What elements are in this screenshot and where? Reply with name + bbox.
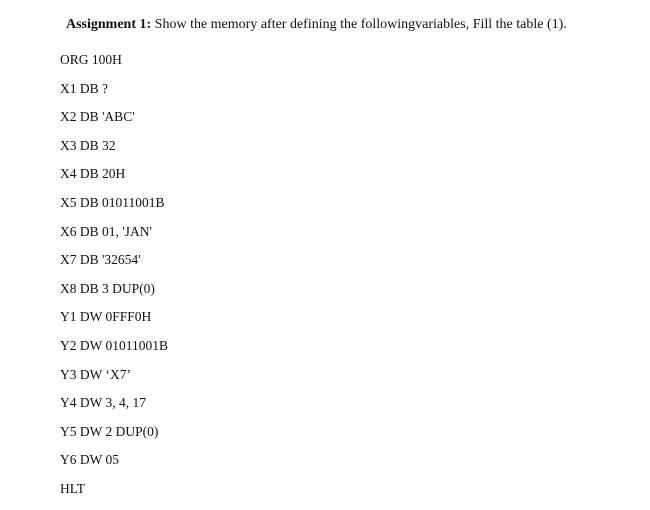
- code-line-x5: X5 DB 01011001B: [60, 194, 165, 210]
- code-line-org: ORG 100H: [60, 52, 122, 67]
- assignment-heading: [66, 17, 567, 33]
- assembly-code-listing: [60, 52, 168, 510]
- code-line-hlt: HLT: [60, 480, 86, 496]
- code-line-y3: Y3 DW ‘X7’: [60, 366, 131, 382]
- code-line-y5: Y5 DW 2 DUP(0): [60, 423, 159, 439]
- code-line-x2: X2 DB 'ABC': [60, 109, 135, 125]
- code-line-y2: Y2 DW 01011001B: [60, 337, 168, 353]
- code-line-y4: Y4 DW 3, 4, 17: [60, 395, 146, 411]
- code-line-y1: Y1 DW 0FFF0H: [60, 309, 152, 325]
- code-line-x1: X1 DB ?: [60, 80, 108, 96]
- code-line-x6: X6 DB 01, 'JAN': [60, 223, 152, 239]
- code-line-y6: Y6 DW 05: [60, 452, 119, 468]
- assignment-instructions: Show the memory after defining the followingvariables, Fill the table (1).: [151, 17, 567, 32]
- code-line-x3: X3 DB 32: [60, 137, 116, 153]
- code-line-x4: X4 DB 20H: [60, 166, 126, 182]
- code-line-x7: X7 DB '32654': [60, 252, 141, 268]
- code-line-x8: X8 DB 3 DUP(0): [60, 280, 155, 296]
- assignment-label: Assignment 1:: [66, 17, 152, 32]
